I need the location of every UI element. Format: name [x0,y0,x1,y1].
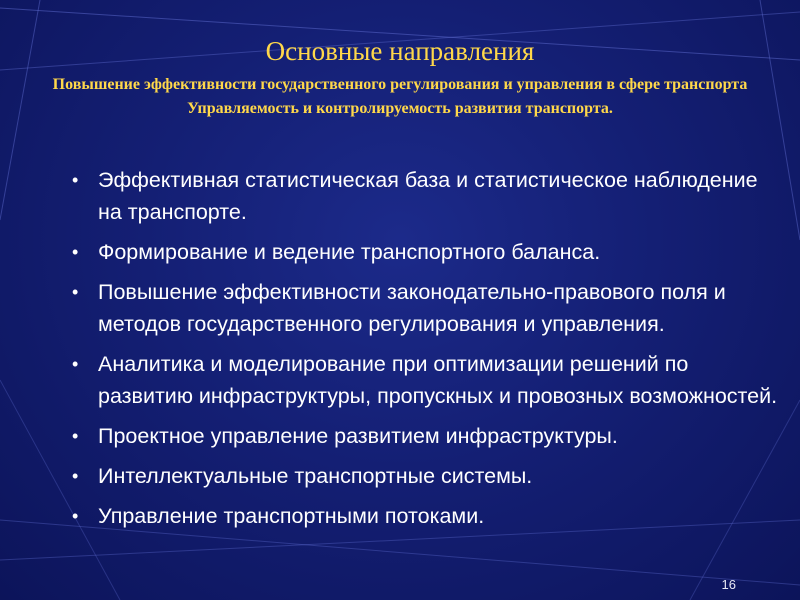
bullet-item [70,236,780,268]
bullet-text: Эффективная статистическая база и статистическое наблюдение на транспорте. [98,168,758,224]
slide-title: Основные направления [265,36,535,66]
bullet-icon: • [72,426,79,446]
bullet-list [70,164,780,540]
bullet-item [70,420,780,452]
bullet-item [70,164,780,228]
bullet-icon: • [72,170,79,190]
bullet-text: Формирование и ведение транспортного баланса. [98,240,601,264]
bullet-icon: • [72,282,79,302]
bullet-text: Проектное управление развитием инфраструктуры. [98,424,618,448]
bullet-item [70,276,780,340]
page-number: 16 [721,577,736,592]
bullet-item [70,500,780,532]
bullet-item [70,348,780,412]
bullet-icon: • [72,354,79,374]
bullet-icon: • [72,506,79,526]
bullet-text: Повышение эффективности законодательно-правового поля и методов государственного регулирования и управления. [98,280,726,336]
bullet-icon: • [72,242,79,262]
bullet-item [70,460,780,492]
slide-header [0,34,800,120]
bullet-icon: • [72,466,79,486]
bullet-text: Интеллектуальные транспортные системы. [98,464,533,488]
bullet-text: Аналитика и моделирование при оптимизации решений по развитию инфраструктуры, пропускных и провозных возможностей. [98,352,778,408]
slide-subtitle-2: Управляемость и контролируемость развития транспорта. [187,100,613,117]
slide-subtitle: Повышение эффективности государственного регулирования и управления в сфере транспорта [52,76,748,93]
bullet-text: Управление транспортными потоками. [98,504,485,528]
